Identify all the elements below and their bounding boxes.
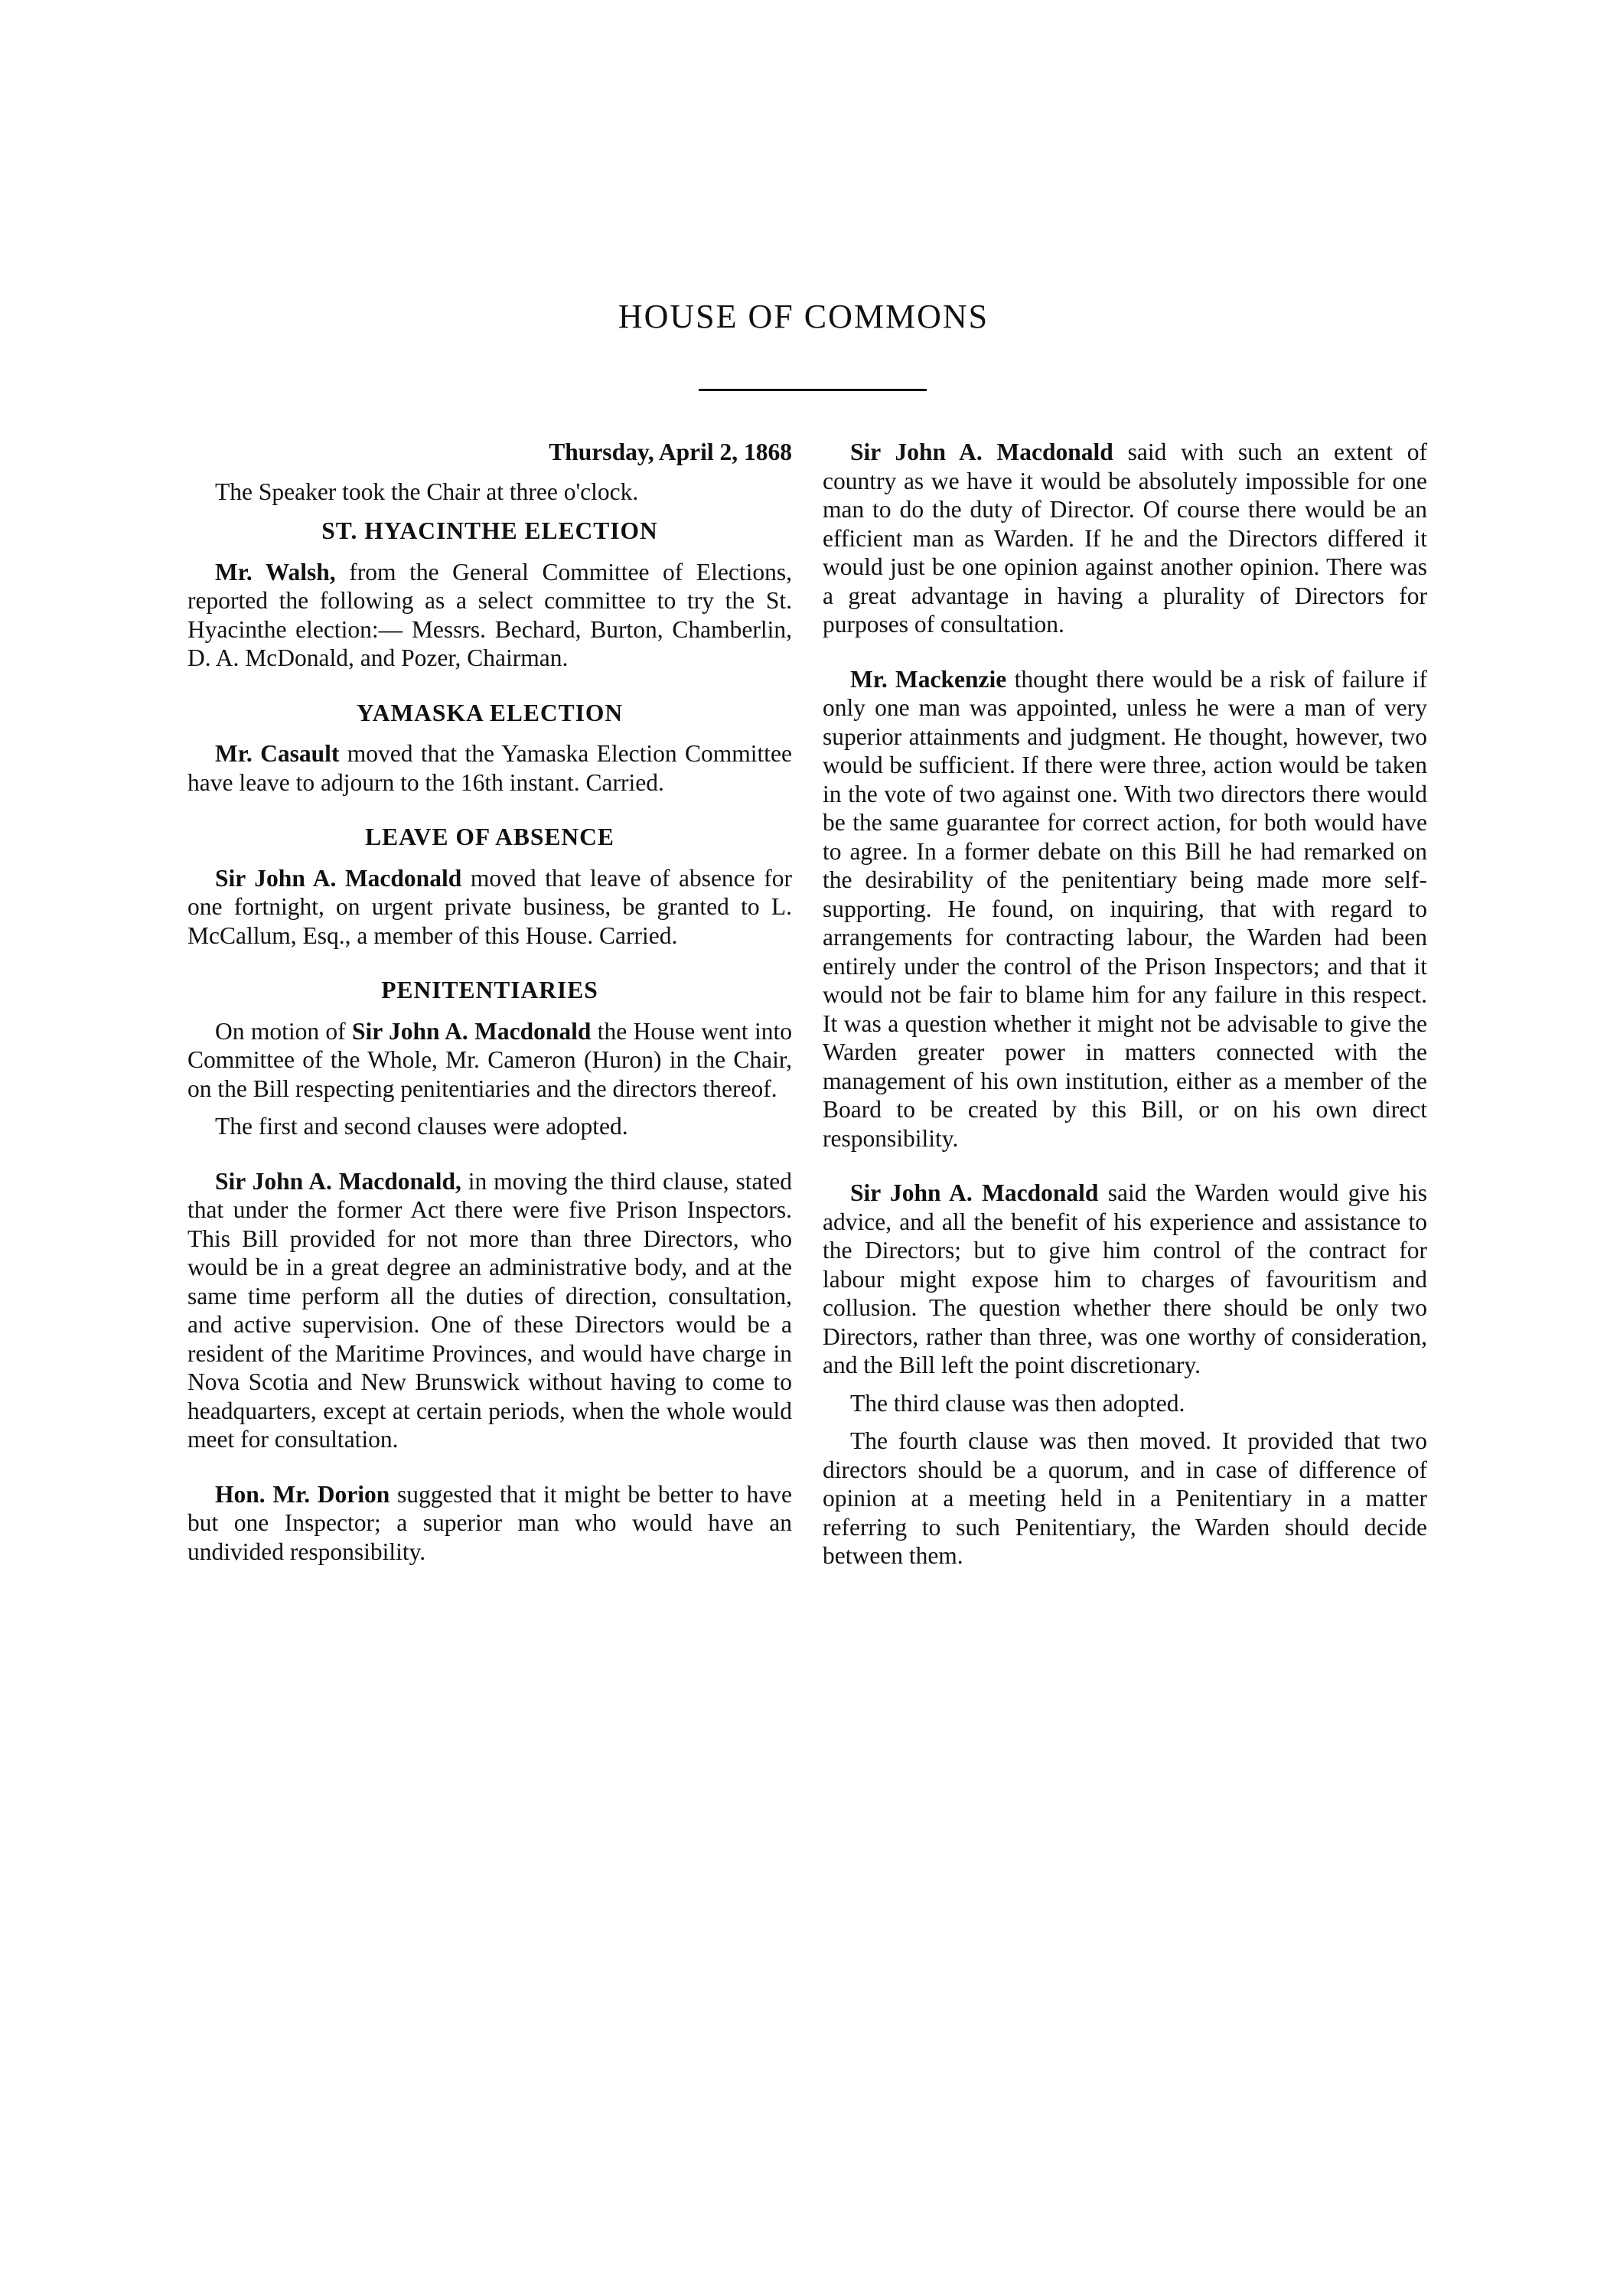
paragraph-macdonald-warden [823,1179,1427,1380]
speaker-name: Mr. Walsh, [215,558,336,585]
paragraph-motion [187,1017,792,1104]
paragraph-text: said with such an extent of country as we have it would be absolutely impossible for one man to do the duty of Director. Of course there would be an efficient man as Warden. If he and the Directors differed it would just be one opinion against another opinion. There was a great advantage in having a plurality of Directors for purposes of consultation. [823,439,1427,638]
paragraph-speaker-chair: The Speaker took the Chair at three o'clock. [215,478,639,505]
paragraph-macdonald-extent [823,438,1427,639]
paragraph-text: the House went into Committee of the Whole, Mr. Cameron (Huron) in the Chair, on the Bill respecting penitentiaries and the directors thereof. [187,1017,792,1102]
speaker-name: Sir John A. Macdonald [352,1017,592,1045]
paragraph-text: moved that the Yamaska Election Committee have leave to adjourn to the 16th instant. Carried. [187,740,792,796]
speaker-name: Sir John A. Macdonald [850,439,1113,465]
paragraph-prefix: On motion of [215,1017,353,1045]
paragraph-text: moved that leave of absence for one fortnight, on urgent private business, be granted to L. McCallum, Esq., a member of this House. Carried. [187,864,792,949]
paragraph-text: thought there would be a risk of failure if only one man was appointed, unless he were a man of very superior attainments and judgment. He thought, however, two would be sufficient. If there were three, action would be taken in the vote of two against one. With two directors there would be the same guarantee for correct action, for both would have to agree. In a former debate on this Bill he had remarked on the desirability of the penitentiary being made more self-supporting. He found, on inquiring, that with regard to arrangements for contracting labour, the Warden had been entirely under the control of the Prison Inspectors; and that it would not be fair to blame him for any failure in this respect. It was a question whether it might not be advisable to give the Warden greater power in matters connected with the management of his own institution, either as a member of the Board to be created by this Bill, or on his own direct responsibility. [823,665,1427,1152]
paragraph-casault [187,739,792,797]
paragraph-text: suggested that it might be better to have but one Inspector; a superior man who would have an undivided responsibility. [187,1480,792,1565]
paragraph-fourth-clause: The fourth clause was then moved. It provided that two directors should be a quorum, and in case of difference of opinion at a meeting held in a Penitentiary in a matter referring to such Penitentiary, the Warden should decide between them. [823,1427,1427,1569]
speaker-name: Sir John A. Macdonald [850,1179,1099,1206]
paragraph-text: said the Warden would give his advice, and all the benefit of his experience and assistance to the Directors; but to give him control of the contract for labour might expose him to charges of favouritism and collusion. The question whether there should be only two Directors, rather than three, was one worthy of consideration, and the Bill left the point discretionary. [823,1179,1427,1378]
speaker-name: Sir John A. Macdonald [215,864,462,892]
paragraph-dorion [187,1480,792,1567]
speaker-name: Mr. Mackenzie [850,665,1007,693]
title-rule [699,389,927,391]
paragraph-leave [187,864,792,951]
page-title: HOUSE OF COMMONS [618,298,989,335]
heading-leave-of-absence: LEAVE OF ABSENCE [365,823,614,850]
heading-st-hyacinthe-election: ST. HYACINTHE ELECTION [321,517,658,544]
paragraph-first-second-clauses: The first and second clauses were adopted. [215,1113,628,1140]
speaker-name: Hon. Mr. Dorion [215,1480,390,1508]
left-column [187,438,792,1575]
heading-yamaska-election: YAMASKA ELECTION [356,699,624,726]
right-column [823,438,1427,1580]
paragraph-third-clause-adopted: The third clause was then adopted. [850,1389,1185,1417]
paragraph-walsh [187,558,792,673]
heading-penitentiaries: PENITENTIARIES [381,977,598,1003]
speaker-name: Mr. Casault [215,740,340,767]
speaker-name: Sir John A. Macdonald, [215,1167,461,1195]
paragraph-text: in moving the third clause, stated that under the former Act there were five Prison Inspectors. This Bill provided for not more than three Directors, who would be in a great degree an administrative body, and at the same time perform all the duties of direction, consultation, and active supervision. One of these Directors would be a resident of the Maritime Provinces, and would have charge in Nova Scotia and New Brunswick without having to come to headquarters, except at certain periods, when the whole would meet for consultation. [187,1167,792,1453]
paragraph-third-clause [187,1167,792,1454]
paragraph-text: from the General Committee of Elections, reported the following as a select committee to try the St. Hyacinthe election:— Messrs. Bechard, Burton, Chamberlin, D. A. McDonald, and Pozer, Chairman. [187,558,792,671]
sitting-date: Thursday, April 2, 1868 [549,439,792,465]
paragraph-mackenzie [823,665,1427,1153]
